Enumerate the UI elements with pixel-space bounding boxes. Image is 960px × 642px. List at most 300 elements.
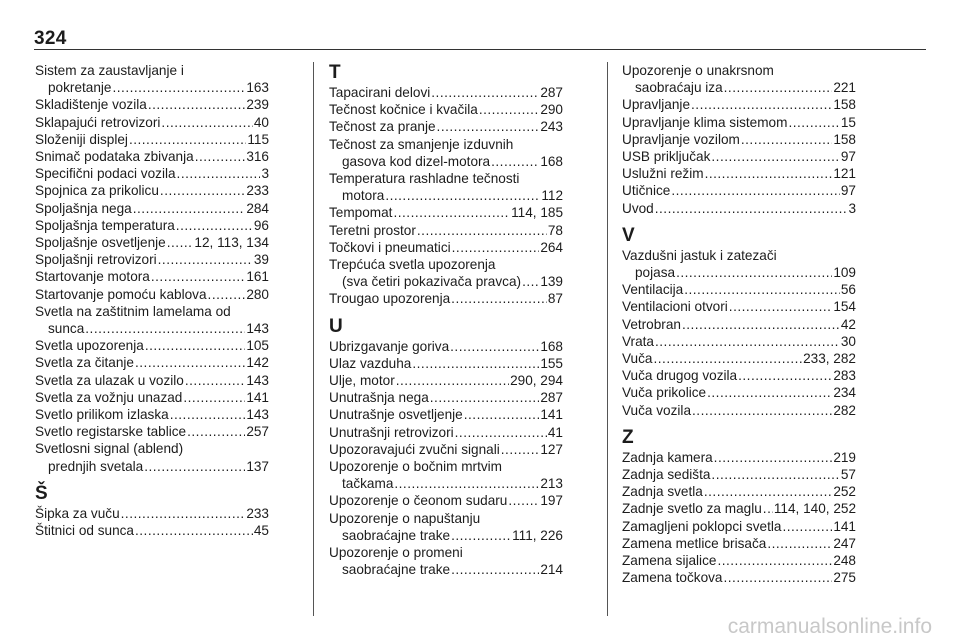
index-entry-title: Zadnja svetla xyxy=(622,484,703,500)
index-entry-title: Vrata xyxy=(622,333,654,349)
index-entry-title: Svetla upozorenja xyxy=(35,338,144,354)
dot-leader xyxy=(655,333,840,350)
dot-leader xyxy=(145,337,245,354)
index-entry-pages: 78 xyxy=(547,222,563,238)
dot-leader xyxy=(170,406,246,423)
index-entry-pages: 275 xyxy=(833,570,856,586)
dot-leader xyxy=(167,234,194,251)
dot-leader xyxy=(655,200,848,217)
dot-leader xyxy=(160,182,245,199)
index-entry-title: Unutrašnja nega xyxy=(329,390,429,406)
dot-leader xyxy=(393,204,510,221)
index-entry xyxy=(622,316,856,333)
index-entry xyxy=(329,441,563,458)
index-entry-pages: 155 xyxy=(540,355,563,371)
index-entry xyxy=(622,247,856,281)
dot-leader xyxy=(704,483,832,500)
index-entry-title: Startovanje motora xyxy=(35,269,150,285)
index-entry-title: Trepćuća svetla upozorenja xyxy=(329,257,496,273)
index-entry-title: Tempomat xyxy=(329,205,393,221)
index-entry xyxy=(329,118,563,135)
dot-leader xyxy=(692,402,832,419)
index-entry-title: Spoljašnji retrovizori xyxy=(35,252,157,268)
index-entry-title: Vuča vozila xyxy=(622,402,692,418)
index-entry-pages: 163 xyxy=(246,80,269,96)
index-entry xyxy=(622,131,856,148)
index-entry-title: Startovanje pomoću kablova xyxy=(35,286,207,302)
dot-leader xyxy=(479,101,539,118)
index-entry xyxy=(622,483,856,500)
index-entry xyxy=(622,552,856,569)
index-entry xyxy=(622,148,856,165)
dot-leader xyxy=(161,114,252,131)
index-entry-title: Snimač podataka zbivanja xyxy=(35,149,194,165)
index-entry-title: USB priključak xyxy=(622,149,711,165)
index-entry xyxy=(622,200,856,217)
index-entry xyxy=(622,466,856,483)
index-entry-pages: 137 xyxy=(246,458,269,474)
index-entry-pages: 197 xyxy=(540,493,563,509)
index-entry xyxy=(329,239,563,256)
index-entry-title: gasova kod dizel-motora xyxy=(342,153,491,169)
index-column-2 xyxy=(329,62,563,578)
dot-leader xyxy=(135,522,253,539)
index-entry xyxy=(329,355,563,372)
index-entry xyxy=(35,337,269,354)
index-entry-title: Utičnice xyxy=(622,183,671,199)
index-entry xyxy=(35,286,269,303)
index-entry-pages: 219 xyxy=(833,449,856,465)
index-entry xyxy=(622,333,856,350)
index-entry-pages: 3 xyxy=(261,166,269,182)
index-entry-title: Uslužni režim xyxy=(622,166,704,182)
dot-leader xyxy=(508,492,539,509)
index-entry-pages: 15 xyxy=(840,114,856,130)
index-entry-title: Upozoravajući zvučni signali xyxy=(329,441,500,457)
dot-leader xyxy=(682,316,840,333)
index-entry-pages: 239 xyxy=(246,97,269,113)
index-entry-title: Temperatura rashladne tečnosti xyxy=(329,171,520,187)
index-entry xyxy=(35,251,269,268)
index-entry xyxy=(329,136,563,170)
index-column-3 xyxy=(622,62,856,586)
index-entry-title: Svetlosni signal (ablend) xyxy=(35,441,184,457)
index-entry-pages: 282 xyxy=(833,402,856,418)
index-entry xyxy=(329,84,563,101)
index-entry xyxy=(622,62,856,96)
index-entry xyxy=(329,101,563,118)
dot-leader xyxy=(451,561,539,578)
dot-leader xyxy=(653,350,802,367)
index-entry-title: Zamena točkova xyxy=(622,570,723,586)
dot-leader xyxy=(763,500,773,517)
dot-leader xyxy=(767,535,832,552)
dot-leader xyxy=(396,372,509,389)
index-entry-pages: 109 xyxy=(833,265,856,281)
dot-leader xyxy=(394,475,539,492)
dot-leader xyxy=(437,118,540,135)
index-letter-heading: Š xyxy=(35,482,48,504)
index-entry xyxy=(35,96,269,113)
index-entry-pages: 30 xyxy=(840,333,856,349)
index-entry xyxy=(35,522,269,539)
index-letter-heading: Z xyxy=(622,426,634,448)
dot-leader xyxy=(112,79,245,96)
dot-leader xyxy=(684,281,840,298)
index-entry-pages: 168 xyxy=(540,338,563,354)
header-rule xyxy=(34,49,926,50)
index-entry-pages: 39 xyxy=(253,252,269,268)
index-entry-title: Tapacirani delovi xyxy=(329,85,431,100)
dot-leader xyxy=(714,449,833,466)
index-entry xyxy=(329,256,563,290)
index-entry-pages: 87 xyxy=(547,291,563,307)
index-entry-title: Ventilacija xyxy=(622,282,684,298)
index-entry xyxy=(35,234,269,251)
index-entry xyxy=(329,222,563,239)
dot-leader xyxy=(183,389,245,406)
index-entry-pages: 280 xyxy=(246,286,269,302)
index-entry-title: Uvod xyxy=(622,200,654,216)
index-entry-title: saobraćaju iza xyxy=(635,80,723,96)
index-entry-pages: 141 xyxy=(246,389,269,405)
index-entry xyxy=(329,492,563,509)
index-entry-pages: 284 xyxy=(246,200,269,216)
index-entry xyxy=(329,406,563,423)
index-entry-title: Zadnja sedišta xyxy=(622,467,711,483)
index-entry-title: Skladištenje vozila xyxy=(35,97,147,113)
index-entry-title: Trougao upozorenja xyxy=(329,291,451,307)
index-entry-title: Zamena sijalice xyxy=(622,553,717,569)
index-entry-title: Zamagljeni poklopci svetla xyxy=(622,518,782,534)
dot-leader xyxy=(491,153,539,170)
index-entry-title: Spoljašnja temperatura xyxy=(35,217,175,233)
index-entry-pages: 248 xyxy=(833,553,856,569)
index-entry-title: Ulaz vazduha xyxy=(329,355,412,371)
index-entry xyxy=(622,367,856,384)
index-letter-heading: T xyxy=(329,62,341,83)
dot-leader xyxy=(151,268,245,285)
index-entry-pages: 45 xyxy=(253,523,269,539)
index-entry-pages: 287 xyxy=(540,85,563,100)
index-entry-pages: 141 xyxy=(833,518,856,534)
index-entry-pages: 114, 140, 252 xyxy=(773,501,856,517)
dot-leader xyxy=(450,338,539,355)
dot-leader xyxy=(417,222,547,239)
index-entry xyxy=(622,500,856,517)
index-entry-pages: 283 xyxy=(833,368,856,384)
index-entry-pages: 233, 282 xyxy=(803,351,856,367)
index-entry-title: Spoljašnja nega xyxy=(35,200,132,216)
index-entry-pages: 214 xyxy=(540,562,563,578)
index-entry-pages: 154 xyxy=(833,299,856,315)
index-entry xyxy=(35,182,269,199)
index-entry-title: Upravljanje xyxy=(622,97,691,113)
index-entry-title: Svetla za vožnju unazad xyxy=(35,389,183,405)
dot-leader xyxy=(707,384,832,401)
index-entry xyxy=(329,458,563,492)
dot-leader xyxy=(782,518,832,535)
index-entry-pages: 233 xyxy=(246,505,269,521)
index-entry-title: Sklapajući retrovizori xyxy=(35,114,161,130)
index-entry-title: Zamena metlice brisača xyxy=(622,535,767,551)
index-entry xyxy=(35,423,269,440)
index-entry xyxy=(35,440,269,474)
index-entry xyxy=(329,372,563,389)
dot-leader xyxy=(455,424,547,441)
index-entry-title: Svetla za ulazak u vozilo xyxy=(35,372,184,388)
index-entry xyxy=(35,148,269,165)
index-entry-title: Upozorenje o promeni xyxy=(329,545,463,561)
index-entry-title: Spojnica za prikolicu xyxy=(35,183,159,199)
index-letter-heading: U xyxy=(329,315,343,337)
index-entry xyxy=(329,170,563,204)
index-entry-title: Tečnost za pranje xyxy=(329,119,436,135)
index-entry-title: Točkovi i pneumatici xyxy=(329,239,451,255)
index-entry-title: Upozorenje o unakrsnom xyxy=(622,63,774,78)
index-entry-title: saobraćajne trake xyxy=(342,562,451,578)
dot-leader xyxy=(501,441,540,458)
index-entry-title: Tečnost kočnice i kvačila xyxy=(329,102,478,118)
index-entry xyxy=(35,114,269,131)
index-entry xyxy=(622,114,856,131)
index-entry-pages: 290, 294 xyxy=(510,373,563,389)
index-entry xyxy=(35,268,269,285)
index-entry-title: Unutrašnji retrovizori xyxy=(329,424,454,440)
index-entry-title: Šipka za vuču xyxy=(35,505,120,521)
dot-leader xyxy=(187,423,245,440)
index-entry xyxy=(35,406,269,423)
watermark: carmanualsonline.info xyxy=(727,615,932,638)
index-entry-title: Unutrašnje osvetljenje xyxy=(329,407,463,423)
index-entry xyxy=(329,424,563,441)
index-entry-pages: 56 xyxy=(840,282,856,298)
dot-leader xyxy=(208,286,246,303)
index-entry xyxy=(329,510,563,544)
index-entry-title: Upravljanje klima sistemom xyxy=(622,114,788,130)
index-entry-pages: 143 xyxy=(246,321,269,337)
index-entry-title: pojasa xyxy=(635,265,676,281)
index-entry-title: Upozorenje o bočnim mrtvim xyxy=(329,459,503,475)
index-entry-pages: 96 xyxy=(253,217,269,233)
index-entry-title: Vetrobran xyxy=(622,316,681,332)
index-entry-title: saobraćajne trake xyxy=(342,527,451,543)
index-entry-pages: 115 xyxy=(247,131,269,147)
dot-leader xyxy=(385,187,540,204)
index-entry-pages: 3 xyxy=(848,200,856,216)
index-entry-pages: 161 xyxy=(246,269,269,285)
index-entry-title: Svetlo prilikom izlaska xyxy=(35,407,169,423)
dot-leader xyxy=(185,372,245,389)
dot-leader xyxy=(691,96,832,113)
index-entry-title: Svetlo registarske tablice xyxy=(35,424,187,440)
index-entry-title: tačkama xyxy=(342,476,394,492)
index-entry xyxy=(35,505,269,522)
dot-leader xyxy=(522,273,539,290)
index-entry-title: Teretni prostor xyxy=(329,222,416,238)
dot-leader xyxy=(85,320,245,337)
index-entry xyxy=(35,354,269,371)
index-entry-pages: 12, 113, 134 xyxy=(194,235,269,251)
index-entry xyxy=(35,389,269,406)
dot-leader xyxy=(133,200,246,217)
dot-leader xyxy=(144,458,245,475)
index-entry-pages: 234 xyxy=(833,385,856,401)
dot-leader xyxy=(717,552,832,569)
index-entry-pages: 168 xyxy=(540,153,563,169)
dot-leader xyxy=(430,389,540,406)
index-entry xyxy=(622,281,856,298)
index-entry xyxy=(35,165,269,182)
dot-leader xyxy=(788,114,839,131)
dot-leader xyxy=(451,527,511,544)
index-entry-title: Tečnost za smanjenje izduvnih xyxy=(329,136,514,152)
index-column-1 xyxy=(35,62,269,539)
index-entry-title: Ulje, motor xyxy=(329,373,395,389)
index-entry-pages: 158 xyxy=(833,131,856,147)
index-entry-title: Vuča prikolice xyxy=(622,385,707,401)
column-divider xyxy=(313,62,314,616)
index-entry xyxy=(622,384,856,401)
index-entry-pages: 264 xyxy=(540,239,563,255)
dot-leader xyxy=(464,406,540,423)
dot-leader xyxy=(148,96,245,113)
dot-leader xyxy=(121,505,246,522)
index-entry-title: Ventilacioni otvori xyxy=(622,299,728,315)
index-entry-title: Upravljanje vozilom xyxy=(622,131,740,147)
index-entry-pages: 42 xyxy=(840,316,856,332)
dot-leader xyxy=(738,367,832,384)
index-entry xyxy=(622,402,856,419)
index-entry-pages: 41 xyxy=(547,424,563,440)
index-entry-title: Svetla za čitanje xyxy=(35,355,134,371)
index-entry-pages: 97 xyxy=(840,183,856,199)
index-entry-pages: 114, 185 xyxy=(511,205,563,221)
index-entry xyxy=(622,298,856,315)
page-number: 324 xyxy=(34,28,67,49)
index-entry xyxy=(622,96,856,113)
dot-leader xyxy=(711,148,839,165)
index-entry-title: Složeniji displej xyxy=(35,131,128,147)
dot-leader xyxy=(129,131,246,148)
index-entry xyxy=(622,165,856,182)
dot-leader xyxy=(177,165,261,182)
dot-leader xyxy=(431,84,539,101)
index-entry xyxy=(329,204,563,221)
index-entry-title: (sva četiri pokazivača pravca) xyxy=(342,274,522,290)
index-entry xyxy=(35,372,269,389)
index-entry-pages: 316 xyxy=(246,149,269,165)
index-entry xyxy=(35,62,269,96)
dot-leader xyxy=(412,355,539,372)
index-entry-pages: 252 xyxy=(833,484,856,500)
index-entry-pages: 127 xyxy=(540,441,563,457)
dot-leader xyxy=(676,264,832,281)
index-entry-pages: 213 xyxy=(540,476,563,492)
index-entry xyxy=(35,303,269,337)
index-entry xyxy=(35,200,269,217)
index-entry xyxy=(329,544,563,578)
index-entry xyxy=(622,535,856,552)
index-entry xyxy=(35,217,269,234)
dot-leader xyxy=(705,165,833,182)
index-entry-pages: 243 xyxy=(540,119,563,135)
dot-leader xyxy=(724,79,833,96)
index-entry-pages: 142 xyxy=(246,355,269,371)
index-entry-pages: 257 xyxy=(246,424,269,440)
index-entry-title: Vuča xyxy=(622,351,653,367)
index-letter-heading: V xyxy=(622,224,635,246)
index-entry-title: Zadnje svetlo za maglu xyxy=(622,501,762,517)
index-entry-pages: 233 xyxy=(246,183,269,199)
index-entry xyxy=(622,518,856,535)
index-entry-pages: 105 xyxy=(246,338,269,354)
index-entry-title: Upozorenje o napuštanju xyxy=(329,510,481,526)
index-entry xyxy=(329,389,563,406)
index-entry-pages: 121 xyxy=(833,166,856,182)
index-entry-pages: 290 xyxy=(540,102,563,118)
index-entry-title: Specifični podaci vozila xyxy=(35,166,176,182)
index-entry-title: Upozorenje o čeonom sudaru xyxy=(329,493,508,509)
index-entry-pages: 143 xyxy=(246,372,269,388)
index-entry-pages: 40 xyxy=(253,114,269,130)
index-entry-pages: 57 xyxy=(840,467,856,483)
index-entry-title: Vazdušni jastuk i zatezači xyxy=(622,247,777,263)
index-entry-pages: 247 xyxy=(833,535,856,551)
index-entry-title: Štitnici od sunca xyxy=(35,523,134,539)
dot-leader xyxy=(195,148,246,165)
index-entry-title: prednjih svetala xyxy=(48,458,144,474)
index-entry xyxy=(622,350,856,367)
index-entry-title: Ubrizgavanje goriva xyxy=(329,338,450,354)
dot-leader xyxy=(741,131,832,148)
index-entry xyxy=(329,338,563,355)
index-entry-pages: 112 xyxy=(541,188,563,204)
dot-leader xyxy=(135,354,245,371)
index-entry xyxy=(622,182,856,199)
dot-leader xyxy=(452,239,540,256)
index-entry-pages: 143 xyxy=(246,407,269,423)
index-entry-pages: 287 xyxy=(540,390,563,406)
index-entry-title: Svetla na zaštitnim lamelama od xyxy=(35,303,231,319)
dot-leader xyxy=(158,251,253,268)
index-entry xyxy=(622,569,856,586)
index-entry xyxy=(329,290,563,307)
dot-leader xyxy=(711,466,839,483)
dot-leader xyxy=(451,290,547,307)
index-entry-pages: 158 xyxy=(833,97,856,113)
index-entry-title: pokretanje xyxy=(48,80,112,96)
index-entry-pages: 97 xyxy=(840,149,856,165)
index-entry-pages: 141 xyxy=(540,407,563,423)
dot-leader xyxy=(724,569,833,586)
index-entry-pages: 221 xyxy=(833,80,856,96)
index-entry-title: Zadnja kamera xyxy=(622,449,713,465)
index-entry xyxy=(35,131,269,148)
index-entry-title: sunca xyxy=(48,321,85,337)
dot-leader xyxy=(729,298,833,315)
index-entry-title: Vuča drugog vozila xyxy=(622,368,738,384)
column-divider xyxy=(607,62,608,616)
index-entry xyxy=(622,449,856,466)
index-entry-title: Spoljašnje osvetljenje xyxy=(35,235,166,251)
index-entry-title: Sistem za zaustavljanje i xyxy=(35,63,184,78)
dot-leader xyxy=(671,182,840,199)
index-entry-pages: 111, 226 xyxy=(512,527,563,543)
index-entry-title: motora xyxy=(342,188,385,204)
index-entry-pages: 139 xyxy=(540,274,563,290)
dot-leader xyxy=(176,217,253,234)
